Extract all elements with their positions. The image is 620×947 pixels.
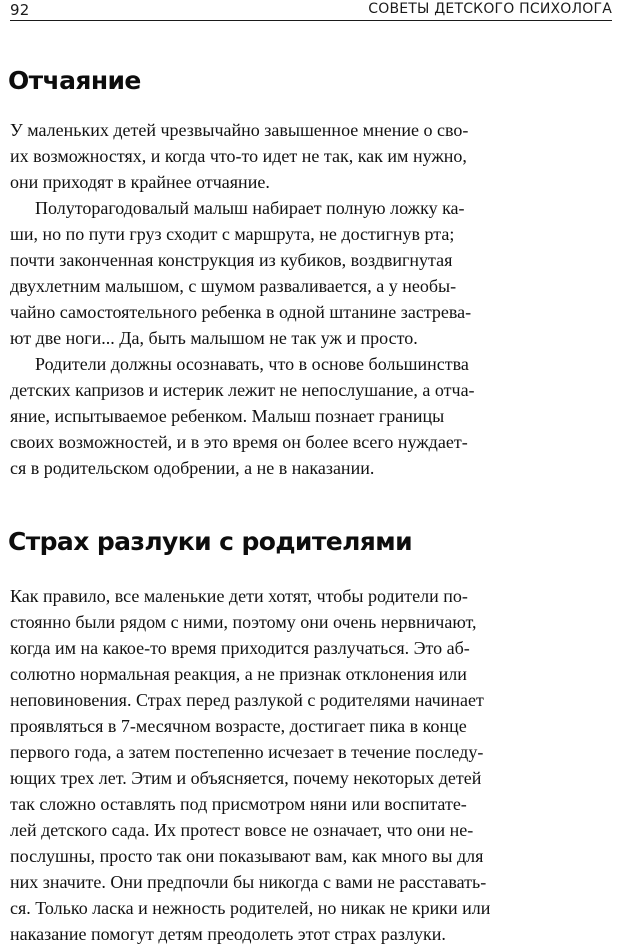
text-line: ся в родительском одобрении, а не в наказании. [10, 458, 375, 478]
text-line: ющих трех лет. Этим и объясняется, почему некоторых детей [10, 768, 482, 788]
text-line: ши, но по пути груз сходит с маршрута, не достигнув рта; [10, 224, 455, 244]
page-number: 92 [10, 1, 30, 19]
text-line: стоянно были рядом с ними, поэтому они очень нервничают, [10, 612, 477, 632]
running-title: СОВЕТЫ ДЕТСКОГО ПСИХОЛОГА [368, 1, 612, 17]
text-line: послушны, просто так они показывают вам, как много вы для [10, 846, 484, 866]
text-line: Родители должны осознавать, что в основе большинства [35, 354, 469, 374]
paragraph [10, 351, 602, 481]
paragraph [10, 117, 602, 195]
text-line: двухлетним малышом, с шумом разваливается, а у необы- [10, 276, 457, 296]
text-line: они приходят в крайнее отчаяние. [10, 172, 270, 192]
text-line: чайно самостоятельного ребенка в одной штанине застрева- [10, 302, 472, 322]
text-line: Как правило, все маленькие дети хотят, чтобы родители по- [10, 586, 468, 606]
text-line: так сложно оставлять под присмотром няни или воспитате- [10, 794, 467, 814]
section-heading-separation-anxiety: Страх разлуки с родителями [8, 527, 412, 556]
text-line: своих возможностей, и в это время он более всего нуждает- [10, 432, 468, 452]
text-line: лей детского сада. Их протест вовсе не означает, что они не- [10, 820, 474, 840]
text-line: неповиновения. Страх перед разлукой с родителями начинает [10, 690, 484, 710]
text-line: первого года, а затем постепенно исчезает в течение последу- [10, 742, 484, 762]
text-line: яние, испытываемое ребенком. Малыш познает границы [10, 406, 445, 426]
text-line: У маленьких детей чрезвычайно завышенное мнение о сво- [10, 120, 469, 140]
text-line: них значите. Они предпочли бы никогда с вами не расставать- [10, 872, 487, 892]
text-line: почти законченная конструкция из кубиков, воздвигнутая [10, 250, 453, 270]
section-heading-despair: Отчаяние [8, 66, 141, 95]
paragraph [10, 195, 602, 351]
text-line: когда им на какое-то время приходится разлучаться. Это аб- [10, 638, 470, 658]
text-line: ют две ноги... Да, быть малышом не так уж и просто. [10, 328, 418, 348]
header-rule [10, 20, 612, 21]
text-line: их возможностях, и когда что-то идет не так, как им нужно, [10, 146, 467, 166]
text-line: Полуторагодовалый малыш набирает полную ложку ка- [35, 198, 465, 218]
text-line: детских капризов и истерик лежит не непослушание, а отча- [10, 380, 475, 400]
text-line: ся. Только ласка и нежность родителей, но никак не крики или [10, 898, 491, 918]
text-line: наказание помогут детям преодолеть этот страх разлуки. [10, 924, 446, 944]
paragraph [10, 583, 602, 947]
page-header [10, 0, 612, 22]
text-line: проявляться в 7-месячном возрасте, достигает пика в конце [10, 716, 467, 736]
text-line: солютно нормальная реакция, а не признак отклонения или [10, 664, 467, 684]
